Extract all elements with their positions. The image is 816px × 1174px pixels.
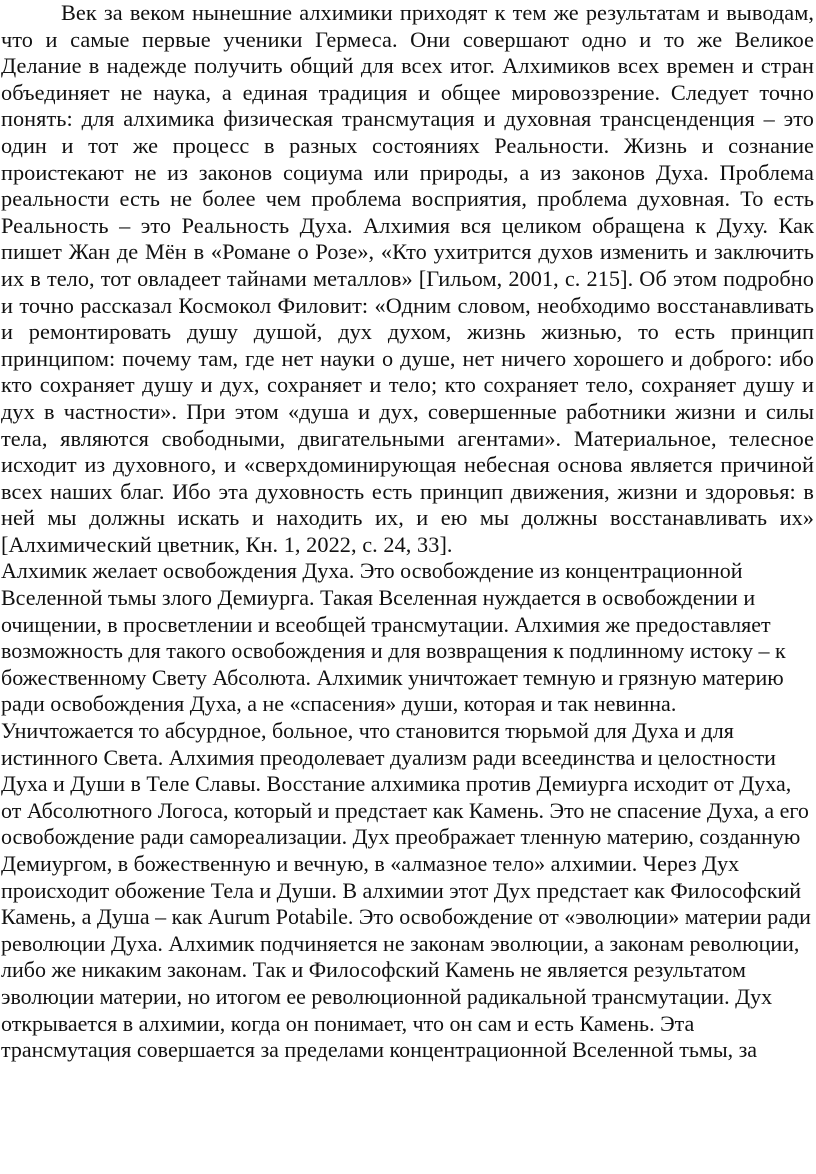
paragraph-2: Алхимик желает освобождения Духа. Это освобождение из концентрационной Вселенной тьмы злого Демиурга. Такая Вселенная нуждается в освобождении и очищении, в просветлении и всеобщей трансмутации. Алхимия же предоставляет возможность для такого освобождения и для возвращения к подлинному истоку – к божественному Свету Абсолюта. Алхимик уничтожает темную и грязную материю ради освобождения Духа, а не «спасения» души, которая и так невинна. Уничтожается то абсурдное, больное, что становится тюрьмой для Духа и для истинного Света. Алхимия преодолевает дуализм ради всеединства и целостности Духа и Души в Теле Славы. Восстание алхимика против Демиурга исходит от Духа, от Абсолютного Логоса, который и предстает как Камень. Это не спасение Духа, а его освобождение ради самореализации. Дух преображает тленную материю, созданную Демиургом, в божественную и вечную, в «алмазное тело» алхимии. Через Дух происходит обожение Тела и Души. В алхимии этот Дух предстает как Философский Камень, а Душа – как Aurum Potabile. Это освобождение от «эволюции» материи ради революции Духа. Алхимик подчиняется не законам эволюции, а законам революции, либо же никаким законам. Так и Философский Камень не является результатом эволюции материи, но итогом ее революционной радикальной трансмутации. Дух открывается в алхимии, когда он понимает, что он сам и есть Камень. Эта трансмутация совершается за пределами концентрационной Вселенной тьмы, за: [1, 558, 811, 1063]
paragraph-1: Век за веком нынешние алхимики приходят к тем же результатам и выводам, что и самые первые ученики Гермеса. Они совершают одно и то же Великое Делание в надежде получить общий для всех итог. Алхимиков всех времен и стран объединяет не наука, а единая традиция и общее мировоззрение. Следует точно понять: для алхимика физическая трансмутация и духовная трансценденция – это один и тот же процесс в разных состояниях Реальности. Жизнь и сознание проистекают не из законов социума или природы, а из законов Духа. Проблема реальности есть не более чем проблема восприятия, проблема духовная. То есть Реальность – это Реальность Духа. Алхимия вся целиком обращена к Духу. Как пишет Жан де Мён в «Романе о Розе», «Кто ухитрится духов изменить и заключить их в тело, тот овладеет тайнами металлов» [Гильом, 2001, с. 215]. Об этом подробно и точно рассказал Космокол Филовит: «Одним словом, необходимо восстанавливать и ремонтировать душу душой, дух духом, жизнь жизнью, то есть принцип принципом: почему там, где нет науки о душе, нет ничего хорошего и доброго: ибо кто сохраняет душу и дух, сохраняет и тело; кто сохраняет тело, сохраняет душу и дух в частности». При этом «душа и дух, совершенные работники жизни и силы тела, являются свободными, двигательными агентами». Материальное, телесное исходит из духовного, и «сверхдоминирующая небесная основа является причиной всех наших благ. Ибо эта духовность есть принцип движения, жизни и здоровья: в ней мы должны искать и находить их, и ею мы должны восстанавливать их» [Алхимический цветник, Кн. 1, 2022, с. 24, 33].: [1, 0, 814, 557]
